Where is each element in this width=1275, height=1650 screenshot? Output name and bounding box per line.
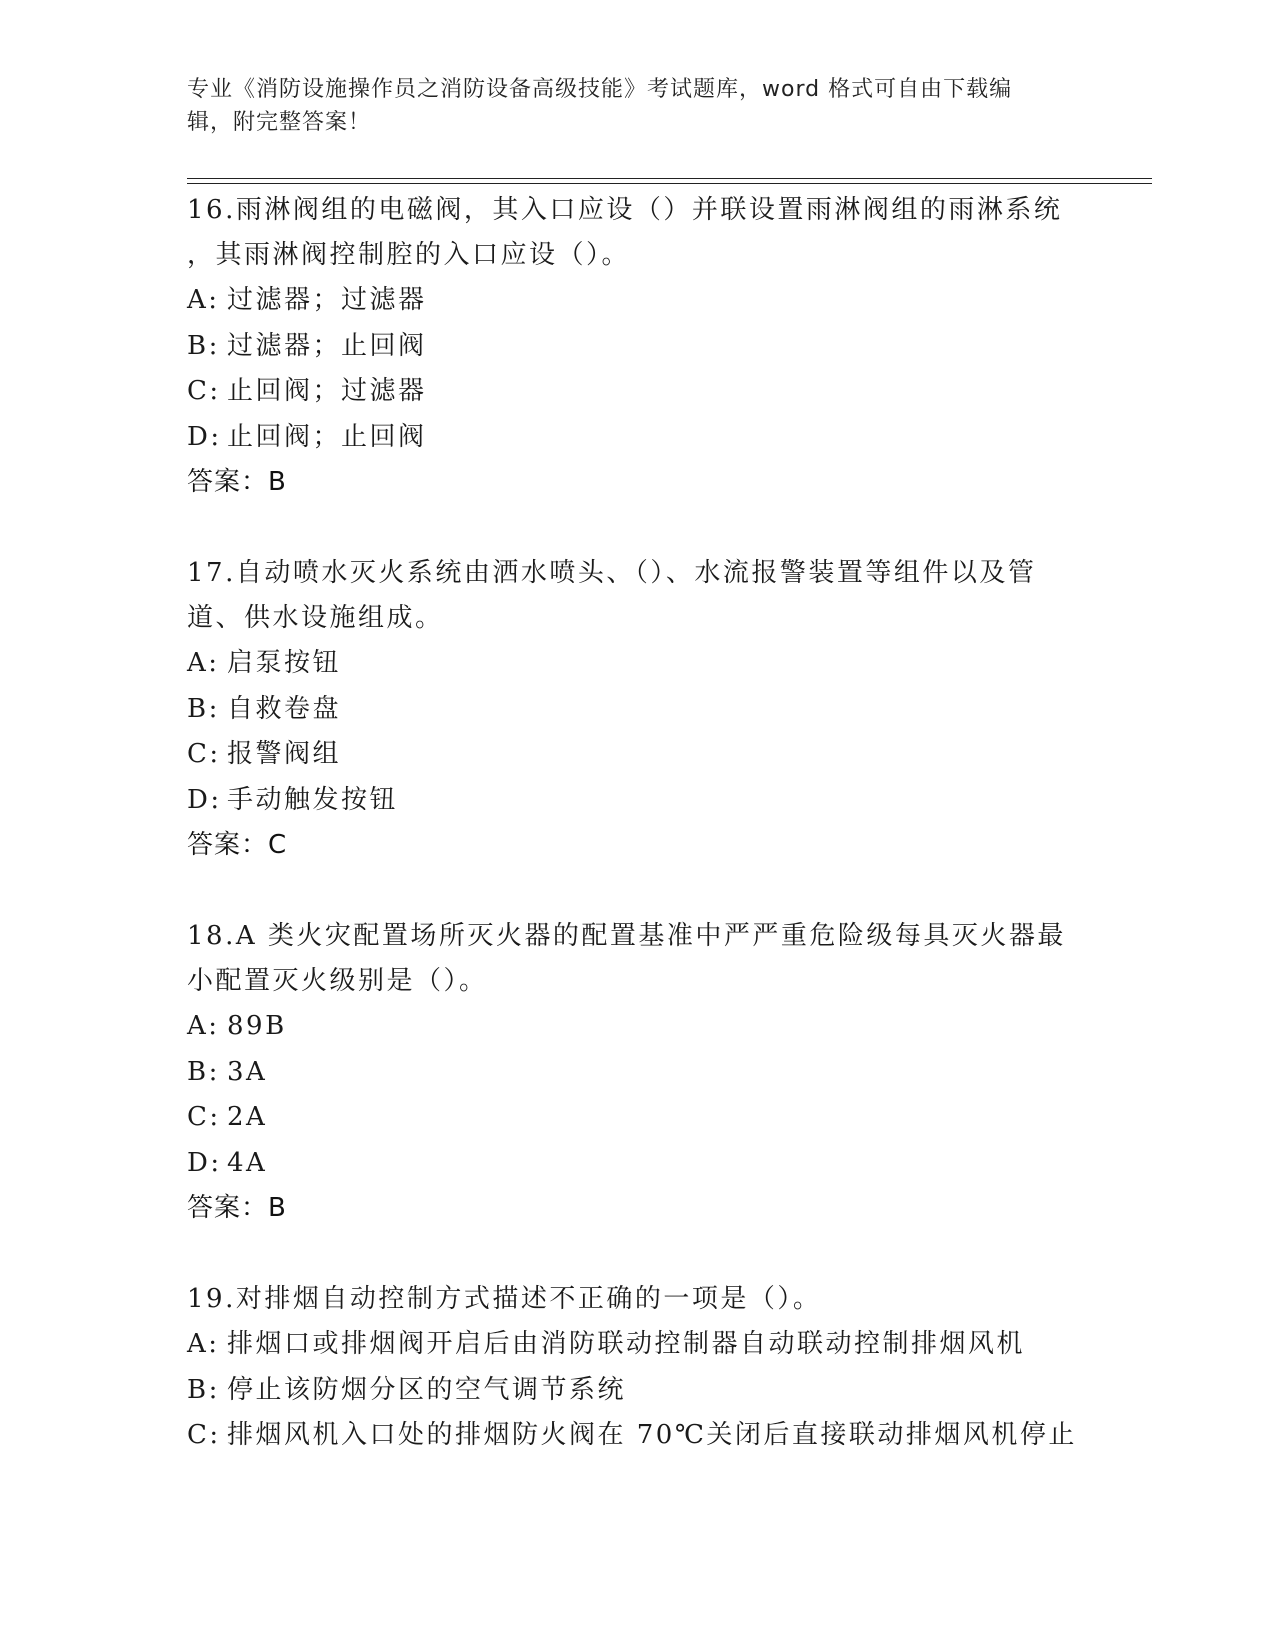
- option-key: A:: [187, 285, 220, 315]
- option-key: B:: [187, 330, 220, 361]
- option-key: A:: [187, 1329, 220, 1359]
- option-d: [187, 778, 1087, 824]
- question-18: [187, 914, 1087, 1231]
- option-text: 自救卷盘: [227, 693, 342, 724]
- document-header: [187, 73, 1087, 139]
- answer: 答案：B: [187, 467, 287, 497]
- option-key: D:: [187, 421, 222, 452]
- question-text: [187, 914, 1087, 1004]
- option-key: D:: [187, 784, 222, 815]
- question-list: [187, 188, 1087, 1505]
- option-text: 89B: [227, 1011, 287, 1041]
- option-a: [187, 278, 1087, 324]
- option-c: [187, 1095, 1087, 1141]
- option-a: [187, 641, 1087, 687]
- option-key: C:: [187, 1102, 221, 1132]
- question-text: [187, 188, 1087, 278]
- answer: 答案：C: [187, 830, 288, 860]
- option-b: [187, 1368, 1087, 1414]
- question-16: [187, 188, 1087, 505]
- option-text: 过滤器；过滤器: [227, 285, 427, 315]
- option-text: 排烟口或排烟阀开启后由消防联动控制器自动联动控制排烟风机: [227, 1329, 1026, 1359]
- option-b: [187, 687, 1087, 733]
- option-c: [187, 369, 1087, 415]
- option-text: 4A: [227, 1147, 268, 1178]
- question-text-line: 小配置灭火级别是（）。: [187, 966, 488, 996]
- question-17: [187, 551, 1087, 868]
- option-text: 手动触发按钮: [227, 784, 399, 815]
- option-text: 3A: [227, 1056, 268, 1087]
- header-divider-bottom: [187, 183, 1152, 184]
- question-text-line: 17.自动喷水灭火系统由洒水喷头、（）、水流报警装置等组件以及管: [187, 558, 1037, 588]
- answer: 答案：B: [187, 1193, 287, 1223]
- option-text: 报警阀组: [227, 739, 342, 769]
- header-line-2: 辑，附完整答案！: [187, 110, 372, 135]
- option-key: B:: [187, 693, 220, 724]
- option-key: A:: [187, 648, 220, 678]
- question-19: [187, 1277, 1087, 1459]
- option-key: C:: [187, 1420, 221, 1450]
- option-c: [187, 732, 1087, 778]
- option-b: [187, 324, 1087, 370]
- option-key: A:: [187, 1011, 220, 1041]
- option-a: [187, 1322, 1087, 1368]
- option-key: C:: [187, 376, 221, 406]
- option-d: [187, 415, 1087, 461]
- header-divider-top: [187, 178, 1152, 179]
- question-text-line: ，其雨淋阀控制腔的入口应设（）。: [187, 240, 631, 270]
- option-text: 启泵按钮: [227, 648, 342, 678]
- option-text: 止回阀；过滤器: [227, 376, 427, 406]
- option-key: D:: [187, 1147, 222, 1178]
- option-key: B:: [187, 1056, 220, 1087]
- option-key: B:: [187, 1374, 220, 1405]
- question-text: [187, 551, 1087, 641]
- option-text: 排烟风机入口处的排烟防火阀在 70℃关闭后直接联动排烟风机停止: [227, 1420, 1077, 1450]
- option-key: C:: [187, 739, 221, 769]
- question-text-line: 19.对排烟自动控制方式描述不正确的一项是（）。: [187, 1284, 822, 1314]
- option-d: [187, 1141, 1087, 1187]
- header-line-1: 专业《消防设施操作员之消防设备高级技能》考试题库，word 格式可自由下载编: [187, 77, 1013, 102]
- question-text: [187, 1277, 1087, 1322]
- question-text-line: 道、供水设施组成。: [187, 603, 444, 633]
- question-text-line: 16.雨淋阀组的电磁阀，其入口应设（）并联设置雨淋阀组的雨淋系统: [187, 195, 1063, 225]
- option-text: 停止该防烟分区的空气调节系统: [227, 1374, 627, 1405]
- option-a: [187, 1004, 1087, 1050]
- option-text: 过滤器；止回阀: [227, 330, 427, 361]
- option-text: 止回阀；止回阀: [227, 421, 427, 452]
- question-text-line: 18.A 类火灾配置场所灭火器的配置基准中严严重危险级每具灭火器最: [187, 921, 1066, 951]
- option-b: [187, 1050, 1087, 1096]
- option-c: [187, 1413, 1087, 1459]
- option-text: 2A: [227, 1102, 268, 1132]
